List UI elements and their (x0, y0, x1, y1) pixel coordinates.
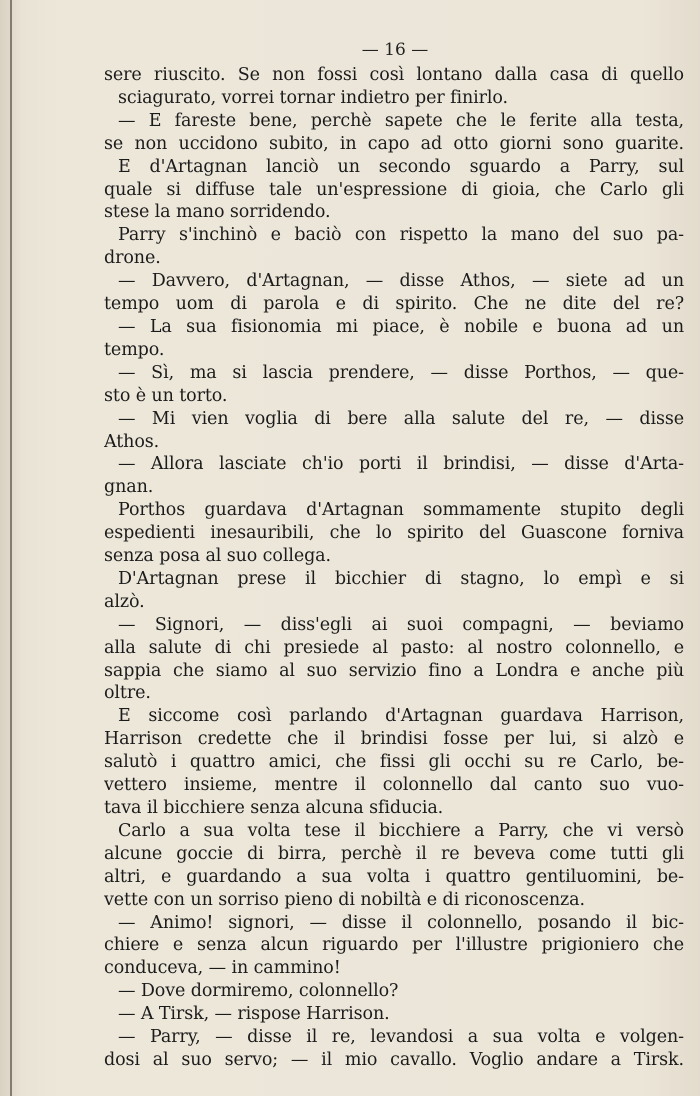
text-line: alcune goccie di birra, perchè il re beveva come tutti gli (104, 843, 684, 864)
page-gutter (10, 0, 12, 1096)
body-text (104, 64, 684, 1072)
text-line: Carlo a sua volta tese il bicchiere a Parry, che vi versò (118, 820, 684, 841)
text-line: — Sì, ma si lascia prendere, — disse Porthos, — que- (118, 362, 684, 383)
text-line: quale si diffuse tale un'espressione di gioia, che Carlo gli (104, 179, 684, 200)
text-line: — Mi vien voglia di bere alla salute del re, — disse (118, 408, 684, 429)
text-line: E siccome così parlando d'Artagnan guardava Harrison, (118, 706, 684, 727)
text-line: altri, e guardando a sua volta i quattro gentiluomini, be- (104, 866, 684, 887)
text-line: vettero insieme, mentre il colonnello dal canto suo vuo- (104, 775, 684, 796)
text-line: Athos. (104, 431, 160, 452)
text-line: stese la mano sorridendo. (104, 202, 331, 223)
text-line: senza posa al suo collega. (104, 546, 331, 567)
text-line: oltre. (104, 683, 151, 704)
text-line: — Dove dormiremo, colonnello? (118, 981, 399, 1002)
text-line: sappia che siamo al suo servizio fino a Londra e anche più (104, 660, 684, 681)
text-line: — E fareste bene, perchè sapete che le ferite alla testa, (118, 110, 684, 131)
text-line: alla salute di chi presiede al pasto: al nostro colonnello, e (104, 637, 684, 658)
text-line: tempo uom di parola e di spirito. Che ne dite del re? (104, 294, 684, 315)
text-line: gnan. (104, 477, 154, 498)
page-number: — 16 — (361, 40, 429, 60)
text-line: conduceva, — in cammino! (104, 958, 341, 979)
text-line: Parry s'inchinò e baciò con rispetto la mano del suo pa- (118, 225, 684, 246)
text-line: Harrison credette che il brindisi fosse per lui, si alzò e (104, 729, 684, 750)
text-line: se non uccidono subito, in capo ad otto giorni sono guarite. (104, 133, 684, 154)
text-line: — Parry, — disse il re, levandosi a sua volta e volgen- (118, 1027, 684, 1048)
text-line: — A Tirsk, — rispose Harrison. (118, 1004, 390, 1025)
text-line: D'Artagnan prese il bicchier di stagno, lo empì e si (118, 568, 684, 589)
text-line: chiere e senza alcun riguardo per l'illustre prigioniero che (104, 935, 684, 956)
text-line: drone. (104, 248, 161, 269)
text-line: tava il bicchiere senza alcuna sfiducia. (104, 798, 444, 818)
text-line: Porthos guardava d'Artagnan sommamente stupito degli (118, 500, 684, 521)
text-line: — Davvero, d'Artagnan, — disse Athos, — siete ad un (118, 271, 684, 292)
text-line: sto è un torto. (104, 385, 228, 406)
text-line: sere riuscito. Se non fossi così lontano dalla casa di quello (104, 65, 684, 85)
text-line: espedienti inesauribili, che lo spirito del Guascone forniva (104, 523, 684, 544)
text-line: dosi al suo servo; — il mio cavallo. Voglio andare a Tirsk. (104, 1049, 684, 1070)
text-line: tempo. (104, 339, 165, 360)
text-line: — Allora lasciate ch'io porti il brindisi, — disse d'Arta- (118, 454, 684, 475)
text-line: alzò. (104, 591, 145, 612)
text-line: — Animo! signori, — disse il colonnello, posando il bic- (118, 912, 684, 933)
text-line: vette con un sorriso pieno di nobiltà e di riconoscenza. (104, 889, 585, 910)
text-line: — La sua fisionomia mi piace, è nobile e buona ad un (118, 316, 684, 337)
text-line: E d'Artagnan lanciò un secondo sguardo a Parry, sul (118, 156, 684, 177)
text-line: sciagurato, vorrei tornar indietro per finirlo. (118, 87, 509, 108)
text-line: — Signori, — diss'egli ai suoi compagni, — beviamo (118, 614, 684, 635)
text-line: salutò i quattro amici, che fissi gli occhi su re Carlo, be- (104, 752, 684, 773)
